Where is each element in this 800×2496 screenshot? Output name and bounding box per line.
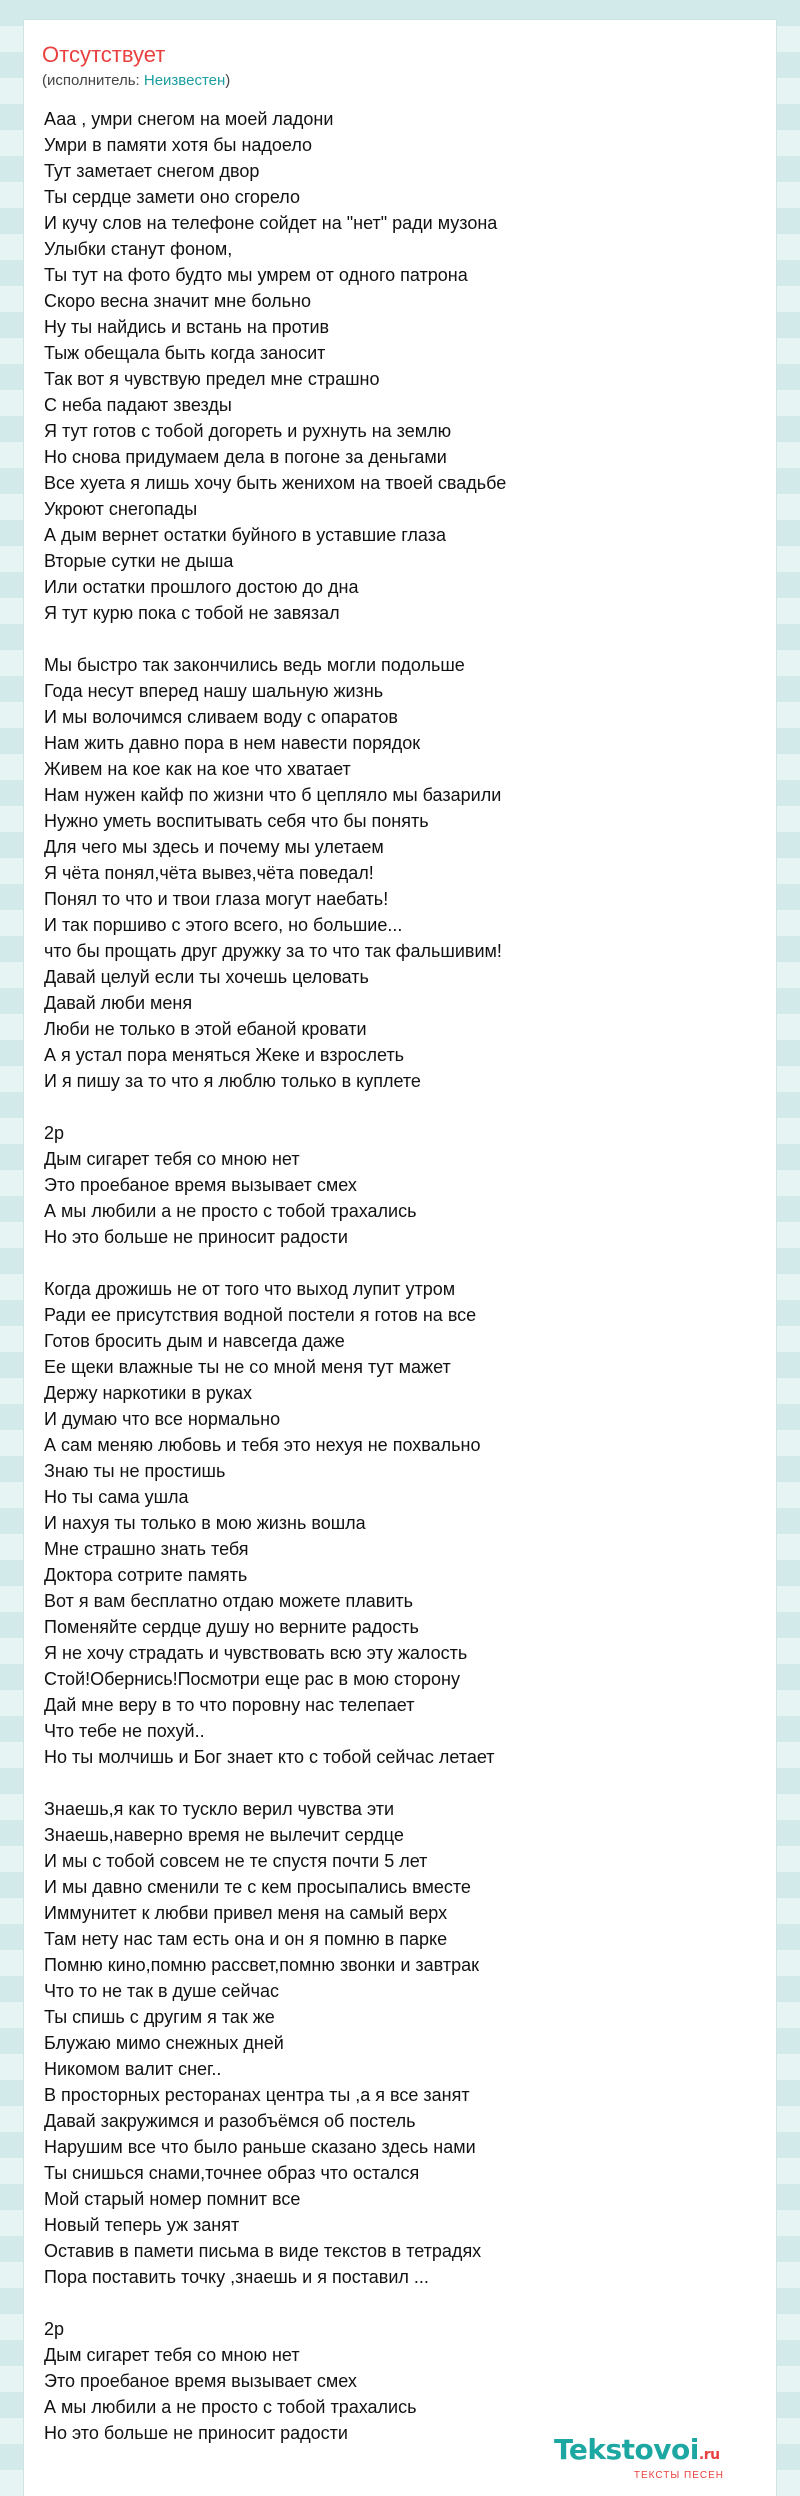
lyric-line: С неба падают звезды xyxy=(44,395,232,415)
lyric-line: Поменяйте сердце душу но верните радость xyxy=(44,1617,419,1637)
lyric-line: Ты тут на фото будто мы умрем от одного патрона xyxy=(44,265,468,285)
lyric-line: И мы давно сменили те с кем просыпались вместе xyxy=(44,1877,471,1897)
lyric-line: А сам меняю любовь и тебя это нехуя не похвально xyxy=(44,1435,481,1455)
lyric-line: Скоро весна значит мне больно xyxy=(44,291,312,311)
lyric-line: Так вот я чувствую предел мне страшно xyxy=(44,369,380,389)
lyric-line: Мне страшно знать тебя xyxy=(44,1539,249,1559)
lyric-line: Блужаю мимо снежных дней xyxy=(44,2033,284,2053)
lyric-line: Нарушим все что было раньше сказано здесь нами xyxy=(44,2137,476,2157)
lyric-line: Мой старый номер помнит все xyxy=(44,2189,301,2209)
lyric-line: И нахуя ты только в мою жизнь вошла xyxy=(44,1513,366,1533)
lyrics-page xyxy=(24,20,776,2496)
lyric-line: Улыбки станут фоном, xyxy=(44,239,233,259)
lyric-line: Дым сигарет тебя со мною нет xyxy=(44,1149,300,1169)
lyric-line: Иммунитет к любви привел меня на самый верх xyxy=(44,1903,448,1923)
lyric-line: Но это больше не приносит радости xyxy=(44,2423,348,2443)
artist-link[interactable]: Неизвестен xyxy=(143,72,226,89)
lyric-line: Знаешь,наверно время не вылечит сердце xyxy=(44,1825,404,1845)
lyric-line: Дай мне веру в то что поровну нас телепает xyxy=(44,1695,415,1715)
lyric-line: Все хуета я лишь хочу быть женихом на твоей свадьбе xyxy=(44,473,507,493)
lyric-line: А дым вернет остатки буйного в уставшие глаза xyxy=(44,525,446,545)
lyric-line: Но это больше не приносит радости xyxy=(44,1227,348,1247)
lyric-line: И так поршиво с этого всего, но большие... xyxy=(44,915,403,935)
lyric-line: И кучу слов на телефоне сойдет на "нет" ради музона xyxy=(44,213,498,233)
lyric-line: А мы любили а не просто с тобой трахались xyxy=(44,2397,417,2417)
lyric-line: Помню кино,помню рассвет,помню звонки и завтрак xyxy=(44,1955,479,1975)
lyric-line: Ну ты найдись и встань на против xyxy=(44,317,330,337)
lyric-line: Умри в памяти хотя бы надоело xyxy=(44,135,313,155)
lyric-line: 2р xyxy=(44,1123,65,1143)
logo-wordmark xyxy=(554,2435,764,2470)
stanza-break xyxy=(44,1770,764,1796)
lyric-line: Это проебаное время вызывает смех xyxy=(44,1175,357,1195)
lyric-line: И мы волочимся сливаем воду с опаратов xyxy=(44,707,398,727)
lyric-line: В просторных ресторанах центра ты ,а я все занят xyxy=(44,2085,470,2105)
lyric-line: Или остатки прошлого достою до дна xyxy=(44,577,359,597)
lyric-line: Года несут вперед нашу шальную жизнь xyxy=(44,681,384,701)
lyric-line: Мы быстро так закончились ведь могли подольше xyxy=(44,655,465,675)
lyric-line: 2р xyxy=(44,2319,65,2339)
lyric-line: Дым сигарет тебя со мною нет xyxy=(44,2345,300,2365)
lyric-line: Ты сердце замети оно сгорело xyxy=(44,187,301,207)
lyric-line: Живем на кое как на кое что хватает xyxy=(44,759,351,779)
lyric-line: Пора поставить точку ,знаешь и я поставил ... xyxy=(44,2267,429,2287)
lyric-line: Нам жить давно пора в нем навести порядок xyxy=(44,733,421,753)
lyric-line: Никомом валит снег.. xyxy=(44,2059,222,2079)
lyric-line: Но ты молчишь и Бог знает кто с тобой сейчас летает xyxy=(44,1747,495,1767)
lyric-line: А я устал пора меняться Жеке и взрослеть xyxy=(44,1045,405,1065)
lyric-line: Там нету нас там есть она и он я помню в парке xyxy=(44,1929,448,1949)
lyric-line: Ты снишься снами,точнее образ что остался xyxy=(44,2163,420,2183)
logo-tagline: ТЕКСТЫ ПЕСЕН xyxy=(633,2470,724,2481)
artist-suffix: ) xyxy=(225,72,231,89)
artist-prefix: (исполнитель: xyxy=(42,72,144,89)
lyric-line: Понял то что и твои глаза могут наебать! xyxy=(44,889,389,909)
lyric-line: Ааа , умри снегом на моей ладони xyxy=(44,109,334,129)
stanza-break xyxy=(44,1250,764,1276)
lyric-line: Я чёта понял,чёта вывез,чёта поведал! xyxy=(44,863,374,883)
lyric-line: Это проебаное время вызывает смех xyxy=(44,2371,357,2391)
lyric-line: Знаешь,я как то тускло верил чувства эти xyxy=(44,1799,395,1819)
song-title: Отсутствует xyxy=(42,42,166,67)
lyric-line: Стой!Обернись!Посмотри еще рас в мою сторону xyxy=(44,1669,460,1689)
lyric-line: Тут заметает снегом двор xyxy=(44,161,260,181)
lyric-line: Нам нужен кайф по жизни что б цепляло мы базарили xyxy=(44,785,502,805)
lyric-line: Давай целуй если ты хочешь целовать xyxy=(44,967,369,987)
lyric-line: Я тут готов с тобой догореть и рухнуть на землю xyxy=(44,421,452,441)
lyric-line: Но снова придумаем дела в погоне за деньгами xyxy=(44,447,447,467)
lyric-line: Держу наркотики в руках xyxy=(44,1383,252,1403)
lyric-line: Вторые сутки не дыша xyxy=(44,551,234,571)
stanza-break xyxy=(44,1094,764,1120)
lyric-line: Ее щеки влажные ты не со мной меня тут мажет xyxy=(44,1357,451,1377)
lyric-line: что бы прощать друг дружку за то что так фальшивим! xyxy=(44,941,502,961)
lyric-line: Но ты сама ушла xyxy=(44,1487,189,1507)
lyric-line: Давай закружимся и разобъёмся об постель xyxy=(44,2111,416,2131)
lyric-line: Знаю ты не простишь xyxy=(44,1461,226,1481)
lyric-line: Что то не так в душе сейчас xyxy=(44,1981,279,2001)
lyric-line: Тыж обещала быть когда заносит xyxy=(44,343,326,363)
lyric-line: Новый теперь уж занят xyxy=(44,2215,240,2235)
lyric-line: Я тут курю пока с тобой не завязал xyxy=(44,603,340,623)
lyric-line: Нужно уметь воспитывать себя что бы понять xyxy=(44,811,429,831)
lyric-line: Оставив в памети письма в виде текстов в тетрадях xyxy=(44,2241,482,2261)
lyric-line: Давай люби меня xyxy=(44,993,193,1013)
lyric-line: Люби не только в этой ебаной кровати xyxy=(44,1019,367,1039)
lyric-line: Укроют снегопады xyxy=(44,499,198,519)
lyric-line: И мы с тобой совсем не те спустя почти 5 лет xyxy=(44,1851,428,1871)
logo-name: Tekstovoi xyxy=(554,2433,699,2466)
stanza-break xyxy=(44,2290,764,2316)
lyric-line: Когда дрожишь не от того что выход лупит утром xyxy=(44,1279,456,1299)
lyric-line: И думаю что все нормально xyxy=(44,1409,281,1429)
lyrics-text xyxy=(44,106,764,2446)
lyric-line: Я не хочу страдать и чувствовать всю эту жалость xyxy=(44,1643,468,1663)
logo-tld: .ru xyxy=(698,2447,720,2463)
lyric-line: И я пишу за то что я люблю только в куплете xyxy=(44,1071,421,1091)
lyric-line: Ты спишь с другим я так же xyxy=(44,2007,275,2027)
site-logo[interactable] xyxy=(554,2435,764,2482)
lyric-line: А мы любили а не просто с тобой трахались xyxy=(44,1201,417,1221)
artist-line xyxy=(42,72,230,90)
lyric-line: Готов бросить дым и навсегда даже xyxy=(44,1331,345,1351)
stanza-break xyxy=(44,626,764,652)
lyric-line: Ради ее присутствия водной постели я готов на все xyxy=(44,1305,477,1325)
lyric-line: Для чего мы здесь и почему мы улетаем xyxy=(44,837,384,857)
lyric-line: Доктора сотрите память xyxy=(44,1565,248,1585)
lyric-line: Вот я вам бесплатно отдаю можете плавить xyxy=(44,1591,414,1611)
lyric-line: Что тебе не похуй.. xyxy=(44,1721,205,1741)
